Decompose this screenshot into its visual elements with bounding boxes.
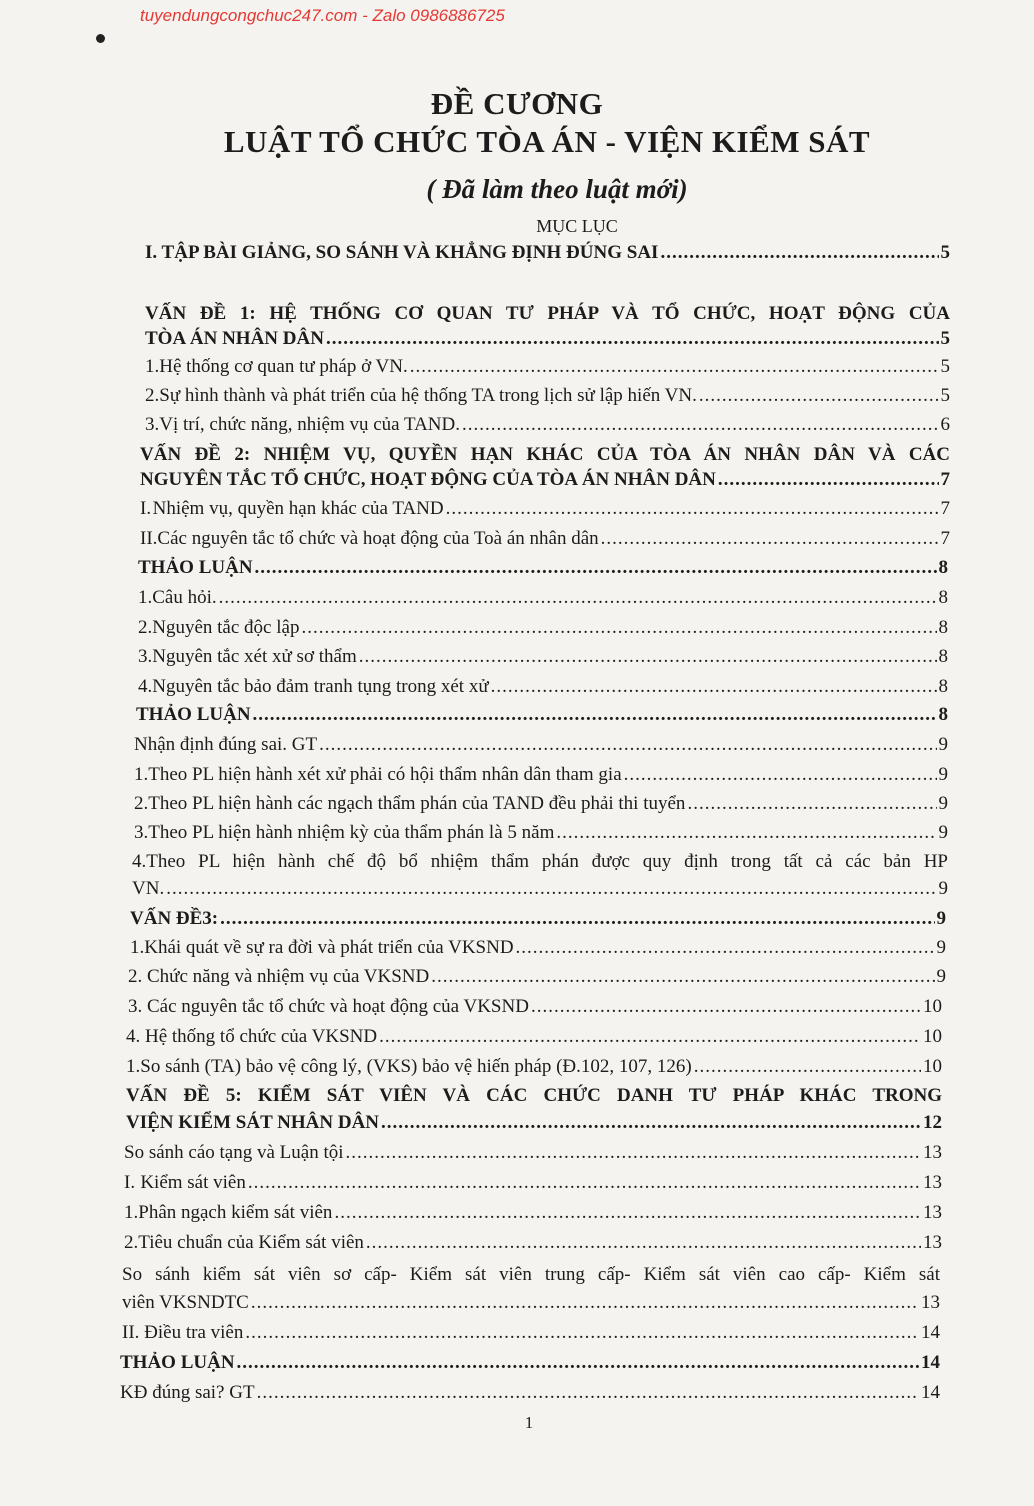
toc-entry-label: 3.Nguyên tắc xét xử sơ thẩm bbox=[138, 646, 357, 667]
toc-entry bbox=[124, 1142, 942, 1164]
ink-smudge bbox=[96, 34, 105, 43]
toc-entry-page: 9 bbox=[938, 734, 948, 755]
toc-entry-label: 4. Hệ thống tổ chức của VKSND bbox=[126, 1026, 378, 1047]
toc-entry: 1. Hệ thống cơ quan tư pháp ở VN. ..... 5 bbox=[145, 356, 950, 378]
toc-entry-page: 9 bbox=[936, 966, 946, 987]
toc-entry-label: THẢO LUẬN bbox=[136, 704, 251, 725]
toc-entry bbox=[138, 557, 948, 579]
toc-entry bbox=[132, 878, 948, 900]
toc-entry bbox=[136, 704, 948, 726]
toc-entry: I. Nhiệm vụ, quyền hạn khác của TAND ..... 7 bbox=[140, 498, 950, 520]
document-subtitle: ( Đã làm theo luật mới) bbox=[426, 174, 688, 204]
toc-entry-line1: VẤN ĐỀ 2: NHIỆM VỤ, QUYỀN HẠN KHÁC CỦA TÒA ÁN NHÂN DÂN VÀ CÁC bbox=[140, 444, 950, 465]
watermark-text: tuyendungcongchuc247.com - Zalo 0986886725 bbox=[140, 6, 505, 25]
toc-entry-page: 9 bbox=[938, 878, 948, 899]
toc-entry bbox=[122, 1292, 940, 1314]
document-title: ĐỀ CƯƠNG bbox=[430, 86, 604, 121]
toc-entry-label: 2. Chức năng và nhiệm vụ của VKSND bbox=[128, 966, 430, 987]
toc-entry-page: 8 bbox=[938, 704, 948, 725]
toc-entry: 2. Sự hình thành và phát triển của hệ thống TA trong lịch sử lập hiến VN. ..... 5 bbox=[145, 385, 950, 407]
toc-entry-label: So sánh cáo tạng và Luận tội bbox=[124, 1142, 344, 1163]
toc-entry-page: 9 bbox=[938, 822, 948, 843]
toc-entry-page: 8 bbox=[938, 557, 948, 578]
toc-entry: 1. So sánh (TA) bảo vệ công lý, (VKS) bảo vệ hiến pháp (Đ.102, 107, 126) ..... 10 bbox=[126, 1056, 942, 1078]
toc-entry-label: 2.Theo PL hiện hành các ngạch thẩm phán của TAND đều phải thi tuyển bbox=[134, 793, 686, 814]
toc-entry-label: viên VKSNDTC bbox=[122, 1292, 249, 1313]
toc-entry-label: Tiêu chuẩn của Kiểm sát viên bbox=[138, 1232, 364, 1253]
toc-entry-label: Khái quát về sự ra đời và phát triển của VKSND bbox=[144, 937, 514, 958]
toc-entry bbox=[138, 617, 948, 639]
toc-entry-label: 2.Nguyên tắc độc lập bbox=[138, 617, 300, 638]
toc-entry-label: 3.Theo PL hiện hành nhiệm kỳ của thẩm phán là 5 năm bbox=[134, 822, 555, 843]
toc-entry-label: Các nguyên tắc tổ chức và hoạt động của Toà án nhân dân bbox=[157, 528, 599, 549]
toc-entry: I. Kiểm sát viên ..... 13 bbox=[124, 1172, 942, 1194]
toc-entry-page: 10 bbox=[923, 1026, 942, 1047]
toc-entry-page: 14 bbox=[921, 1382, 940, 1403]
toc-entry-label: VIỆN KIỂM SÁT NHÂN DÂN bbox=[126, 1112, 380, 1133]
document-title-line2: LUẬT TỔ CHỨC TÒA ÁN - VIỆN KIỂM SÁT bbox=[223, 124, 871, 159]
toc-entry-label: VẤN ĐỀ3: bbox=[130, 908, 219, 929]
toc-entry bbox=[134, 822, 948, 844]
toc-entry-label: Sự hình thành và phát triển của hệ thống TA trong lịch sử lập hiến VN. bbox=[159, 385, 697, 406]
toc-entry bbox=[145, 242, 950, 264]
toc-entry: 2. Tiêu chuẩn của Kiểm sát viên ..... 13 bbox=[124, 1232, 942, 1254]
toc-entry-line1: So sánh kiểm sát viên sơ cấp- Kiểm sát viên trung cấp- Kiểm sát viên cao cấp- Kiểm sát bbox=[122, 1264, 940, 1285]
toc-entry-page: 5 bbox=[940, 385, 950, 406]
toc-entry-label: Kiểm sát viên bbox=[140, 1172, 246, 1193]
toc-entry-label: Nhận định đúng sai. GT bbox=[134, 734, 318, 755]
toc-entry-page: 6 bbox=[940, 414, 950, 435]
toc-entry-label: 3. Các nguyên tắc tổ chức và hoạt động của VKSND bbox=[128, 996, 529, 1017]
toc-entry-label: Vị trí, chức năng, nhiệm vụ của TAND. bbox=[159, 414, 460, 435]
toc-entry-page: 9 bbox=[936, 937, 946, 958]
toc-entry-page: 7 bbox=[940, 528, 950, 549]
toc-entry-label: NGUYÊN TẮC TỔ CHỨC, HOẠT ĐỘNG CỦA TÒA ÁN NHÂN DÂN bbox=[140, 469, 716, 490]
toc-entry-page: 5 bbox=[940, 328, 950, 349]
toc-entry bbox=[138, 587, 948, 609]
toc-entry-label: 4.Nguyên tắc bảo đảm tranh tụng trong xét xử bbox=[138, 676, 489, 697]
toc-entry bbox=[138, 646, 948, 668]
toc-entry: 3. Vị trí, chức năng, nhiệm vụ của TAND. ..... 6 bbox=[145, 414, 950, 436]
toc-section-heading bbox=[126, 1084, 942, 1108]
toc-entry-line1: 4.Theo PL hiện hành chế độ bổ nhiệm thẩm phán được quy định trong tất cả các bản HP bbox=[132, 851, 948, 872]
toc-entry bbox=[128, 996, 942, 1018]
toc-entry bbox=[134, 734, 948, 756]
toc-entry bbox=[120, 1382, 940, 1404]
toc-entry: II. Các nguyên tắc tổ chức và hoạt động của Toà án nhân dân ..... 7 bbox=[140, 528, 950, 550]
toc-entry-page: 8 bbox=[938, 676, 948, 697]
toc-entry-page: 12 bbox=[923, 1112, 942, 1133]
toc-entry-label: Nhiệm vụ, quyền hạn khác của TAND bbox=[152, 498, 444, 519]
toc-entry-label: VN. bbox=[132, 878, 165, 899]
toc-entry-page: 13 bbox=[923, 1232, 942, 1253]
toc-entry bbox=[120, 1352, 940, 1374]
toc-entry-line1: VẤN ĐỀ 1: HỆ THỐNG CƠ QUAN TƯ PHÁP VÀ TỔ CHỨC, HOẠT ĐỘNG CỦA bbox=[145, 303, 950, 324]
toc-entry-page: 9 bbox=[936, 908, 946, 929]
toc-entry: 1. Phân ngạch kiểm sát viên ..... 13 bbox=[124, 1202, 942, 1224]
toc-entry-page: 10 bbox=[923, 1056, 942, 1077]
toc-entry-label: THẢO LUẬN bbox=[138, 557, 253, 578]
toc-entry bbox=[126, 1026, 942, 1048]
toc-entry-page: 9 bbox=[938, 764, 948, 785]
toc-entry-page: 13 bbox=[923, 1172, 942, 1193]
toc-entry-page: 14 bbox=[921, 1322, 940, 1343]
toc-entry bbox=[134, 764, 948, 786]
toc-entry bbox=[145, 328, 950, 350]
toc-entry-page: 7 bbox=[940, 498, 950, 519]
toc-entry-label: II. Điều tra viên bbox=[122, 1322, 244, 1343]
toc-section-heading bbox=[145, 302, 950, 326]
toc-entry-label: Hệ thống cơ quan tư pháp ở VN. bbox=[159, 356, 408, 377]
toc-entry-page: 8 bbox=[938, 646, 948, 667]
toc-entry bbox=[138, 676, 948, 698]
toc-entry-page: 8 bbox=[938, 617, 948, 638]
toc-entry-label: Phân ngạch kiểm sát viên bbox=[138, 1202, 333, 1223]
toc-entry-page: 13 bbox=[921, 1292, 940, 1313]
toc-entry bbox=[126, 1112, 942, 1134]
toc-entry bbox=[140, 469, 950, 491]
toc-entry-label: TÒA ÁN NHÂN DÂN bbox=[145, 328, 324, 349]
toc-entry-page: 14 bbox=[921, 1352, 940, 1373]
toc-section-heading bbox=[140, 443, 950, 467]
toc-entry bbox=[130, 908, 946, 930]
toc-entry bbox=[122, 1322, 940, 1344]
toc-entry-label: 1.Theo PL hiện hành xét xử phải có hội thẩm nhân dân tham gia bbox=[134, 764, 622, 785]
toc-entry-page: 10 bbox=[923, 996, 942, 1017]
toc-entry-page: 13 bbox=[923, 1202, 942, 1223]
toc-entry-label: KĐ đúng sai? GT bbox=[120, 1382, 255, 1403]
toc-entry-page: 9 bbox=[938, 793, 948, 814]
toc-entry: 1. Khái quát về sự ra đời và phát triển của VKSND ..... 9 bbox=[130, 937, 946, 959]
toc-entry-line1: VẤN ĐỀ 5: KIỂM SÁT VIÊN VÀ CÁC CHỨC DANH TƯ PHÁP KHÁC TRONG bbox=[126, 1085, 942, 1106]
toc-entry-page: 7 bbox=[940, 469, 950, 490]
toc-entry-label: THẢO LUẬN bbox=[120, 1352, 235, 1373]
toc-entry-page: 5 bbox=[940, 356, 950, 377]
toc-heading: MỤC LỤC bbox=[536, 216, 618, 236]
toc-entry-page: 8 bbox=[938, 587, 948, 608]
toc-entry-label: So sánh (TA) bảo vệ công lý, (VKS) bảo vệ hiến pháp (Đ.102, 107, 126) bbox=[140, 1056, 692, 1077]
toc-entry-label: 1.Câu hỏi. bbox=[138, 587, 217, 608]
toc-multiline-entry bbox=[132, 850, 948, 874]
toc-entry bbox=[134, 793, 948, 815]
toc-entry-label: I. TẬP BÀI GIẢNG, SO SÁNH VÀ KHẲNG ĐỊNH ĐÚNG SAI bbox=[145, 242, 659, 263]
toc-multiline-entry bbox=[122, 1263, 940, 1287]
toc-entry-page: 5 bbox=[940, 242, 950, 263]
page-number: 1 bbox=[524, 1413, 534, 1432]
toc-entry-page: 13 bbox=[923, 1142, 942, 1163]
toc-entry bbox=[128, 966, 946, 988]
